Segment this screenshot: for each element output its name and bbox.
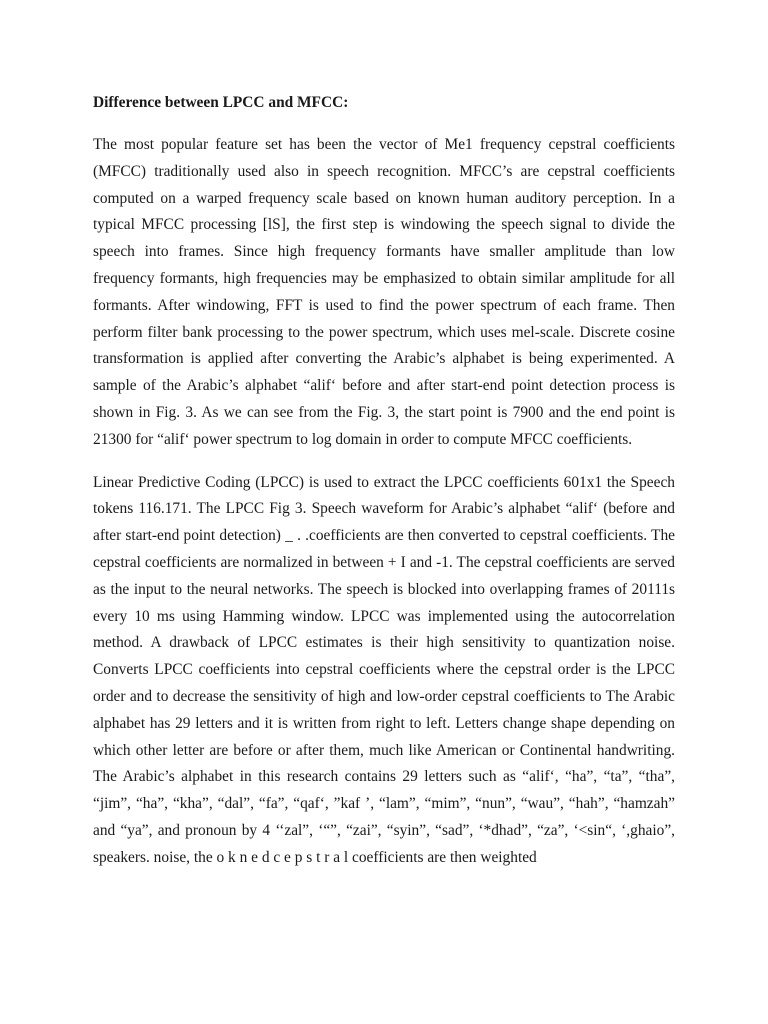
paragraph-mfcc: The most popular feature set has been the vector of Me1 frequency cepstral coefficients (MFCC) traditionally used also in speech recognition. MFCC’s are cepstral coefficients computed on a warped frequency scale based on known human auditory perception. In a typical MFCC processing [lS], the first step is windowing the speech signal to divide the speech into frames. Since high frequency formants have smaller amplitude than low frequency formants, high frequencies may be emphasized to obtain similar amplitude for all formants. After windowing, FFT is used to find the power spectrum of each frame. Then perform filter bank processing to the power spectrum, which uses mel-scale. Discrete cosine transformation is applied after converting the Arabic’s alphabet is being experimented. A sample of the Arabic’s alphabet “alif‘ before and after start-end point detection process is shown in Fig. 3. As we can see from the Fig. 3, the start point is 7900 and the end point is 21300 for “alif‘ power spectrum to log domain in order to compute MFCC coefficients. — [93, 136, 675, 448]
paragraph-lpcc: Linear Predictive Coding (LPCC) is used to extract the LPCC coefficients 601x1 the Speech tokens 116.171. The LPCC Fig 3. Speech waveform for Arabic’s alphabet “alif‘ (before and after start-end point detection) _ . .coefficients are then converted to cepstral coefficients. The cepstral coefficients are normalized in between + I and -1. The cepstral coefficients are served as the input to the neural networks. The speech is blocked into overlapping frames of 20111s every 10 ms using Hamming window. LPCC was implemented using the autocorrelation method. A drawback of LPCC estimates is their high sensitivity to quantization noise. Converts LPCC coefficients into cepstral coefficients where the cepstral order is the LPCC order and to decrease the sensitivity of high and low-order cepstral coefficients to The Arabic alphabet has 29 letters and it is written from right to left. Letters change shape depending on which other letter are before or after them, much like American or Continental handwriting. The Arabic’s alphabet in this research contains 29 letters such as “alif‘, “ha”, “ta”, “tha”, “jim”, “ha”, “kha”, “dal”, “fa”, “qaf‘, ”kaf ’, “lam”, “mim”, “nun”, “wau”, “hah”, “hamzah” and “ya”, and pronoun by 4 ‘‘zal”, ‘“”, “zai”, “syin”, “sad”, ‘*dhad”, “za”, ‘<sin“, ‘,ghaio”, speakers. noise, the o k n e d c e p s t r a l coefficients are then weighted — [93, 473, 675, 866]
section-heading: Difference between LPCC and MFCC: — [93, 94, 349, 111]
document-page — [93, 92, 675, 888]
